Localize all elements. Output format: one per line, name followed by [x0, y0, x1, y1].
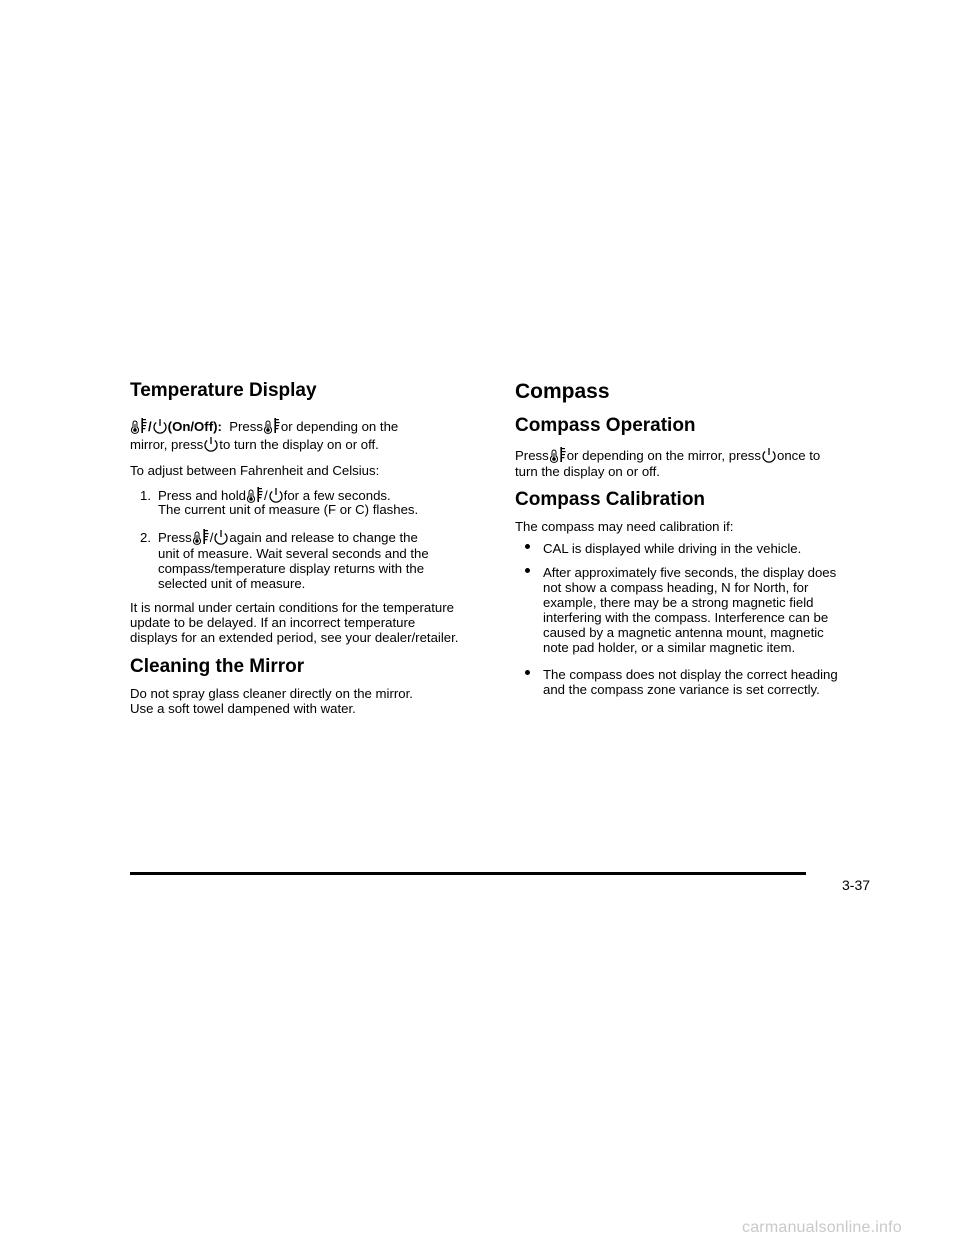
- bullet-2-line1: After approximately five seconds, the display does: [543, 565, 837, 580]
- mirror-press-text: mirror, press: [130, 437, 204, 452]
- onoff-label: (On/Off):: [167, 419, 222, 434]
- compass-heading: Compass: [515, 380, 610, 403]
- thermometer-icon: [130, 420, 140, 434]
- power-icon: [152, 418, 168, 434]
- bullet-2-line3: example, there may be a strong magnetic field: [543, 595, 814, 610]
- footer-rule: [130, 872, 806, 875]
- adjust-intro: To adjust between Fahrenheit and Celsius:: [130, 463, 380, 478]
- compass-icon: [202, 528, 210, 545]
- normal-paragraph-line2: update to be delayed. If an incorrect temperature: [130, 615, 416, 630]
- slash-text: /: [263, 488, 268, 503]
- bullet-3-line2: and the compass zone variance is set correctly.: [543, 682, 820, 697]
- or-depending-text: or depending on the: [280, 419, 399, 434]
- step-1-line2: The current unit of measure (F or C) flashes.: [158, 502, 419, 517]
- op-once-text: once to: [776, 448, 821, 463]
- step-2-text-b: again and release to change the: [229, 530, 418, 545]
- thermometer-icon: [263, 420, 273, 434]
- step-1-text-b: for a few seconds.: [283, 488, 391, 503]
- operation-line1: [515, 446, 820, 463]
- thermometer-icon: [192, 531, 202, 545]
- onoff-paragraph-line1: [130, 417, 398, 434]
- step-2-line1: [140, 528, 418, 545]
- compass-icon: [559, 446, 567, 463]
- bullet-1-text: CAL is displayed while driving in the vehicle.: [543, 541, 802, 556]
- compass-operation-heading: Compass Operation: [515, 415, 696, 436]
- thermometer-icon: [246, 489, 256, 503]
- power-icon: [761, 447, 777, 463]
- power-icon: [213, 529, 229, 545]
- bullet-2-line5: caused by a magnetic antenna mount, magnetic: [543, 625, 824, 640]
- compass-calibration-heading: Compass Calibration: [515, 489, 706, 510]
- cleaning-line2: Use a soft towel dampened with water.: [130, 701, 356, 716]
- bullet-2-line6: note pad holder, or a similar magnetic item.: [543, 640, 796, 655]
- power-icon: [268, 487, 284, 503]
- thermometer-icon: [549, 449, 559, 463]
- compass-icon: [140, 417, 148, 434]
- normal-paragraph-line3: displays for an extended period, see your dealer/retailer.: [130, 630, 459, 645]
- op-press-text: Press: [515, 448, 549, 463]
- page-number: 3-37: [842, 877, 871, 893]
- bullet-dot: [525, 544, 530, 549]
- cleaning-line1: Do not spray glass cleaner directly on the mirror.: [130, 686, 413, 701]
- power-icon: [203, 436, 219, 452]
- press-text: Press: [229, 419, 263, 434]
- bullet-dot: [525, 670, 530, 675]
- bullet-dot: [525, 568, 530, 573]
- calibration-intro: The compass may need calibration if:: [515, 519, 734, 534]
- bullet-3-line1: The compass does not display the correct heading: [543, 667, 838, 682]
- op-depending-text: or depending on the mirror, press: [566, 448, 761, 463]
- operation-line2: turn the display on or off.: [515, 464, 660, 479]
- step-2-line4: selected unit of measure.: [158, 576, 306, 591]
- slash-text: /: [148, 419, 152, 434]
- normal-paragraph-line1: It is normal under certain conditions for the temperature: [130, 600, 454, 615]
- slash-text: /: [209, 530, 214, 545]
- step-1-number: 1.: [140, 488, 151, 503]
- step-2-line3: compass/temperature display returns with the: [158, 561, 425, 576]
- temperature-display-heading: Temperature Display: [130, 380, 317, 401]
- step-1-line1: [140, 486, 391, 503]
- step-2-number: 2.: [140, 530, 151, 545]
- cleaning-mirror-heading: Cleaning the Mirror: [130, 656, 305, 677]
- onoff-paragraph-line2: [130, 436, 379, 452]
- compass-icon: [256, 486, 264, 503]
- bullet-2-line2: not show a compass heading, N for North, for: [543, 580, 809, 595]
- step-2-line2: unit of measure. Wait several seconds and the: [158, 546, 429, 561]
- watermark-text: carmanualsonline.info: [742, 1219, 902, 1236]
- turn-display-text: to turn the display on or off.: [219, 437, 379, 452]
- compass-icon: [273, 417, 281, 434]
- bullet-2-line4: interfering with the compass. Interference can be: [543, 610, 829, 625]
- step-1-text-a: Press and hold: [158, 488, 246, 503]
- step-2-text-a: Press: [158, 530, 192, 545]
